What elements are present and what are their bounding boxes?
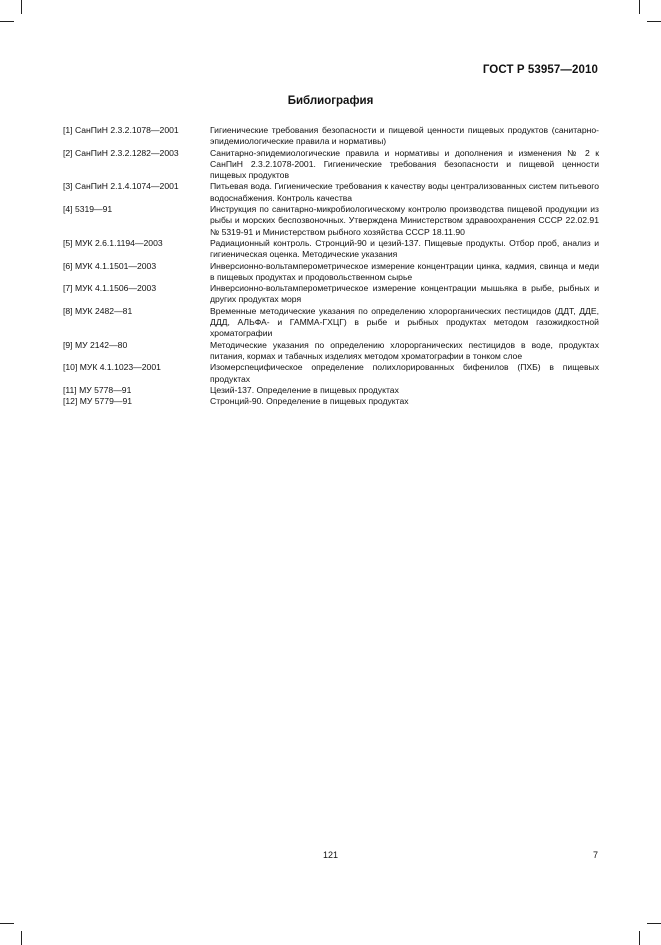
bibliography-entry xyxy=(63,125,599,148)
bibliography-entry xyxy=(63,181,599,204)
entry-description: Изомерспецифическое определение полихлорированных бифенилов (ПХБ) в пищевых продуктах xyxy=(210,362,599,384)
entry-description: Гигиенические требования безопасности и пищевой ценности пищевых продуктов (санитарно-эпидемиологические правила и нормативы) xyxy=(210,125,599,147)
bibliography-entry xyxy=(63,261,599,284)
entry-description: Питьевая вода. Гигиенические требования к качеству воды централизованных систем питьевого водоснабжения. Контроль качества xyxy=(210,181,599,203)
entry-reference: [8] МУК 2482—81 xyxy=(63,305,133,316)
bibliography-entry xyxy=(63,283,599,306)
entry-description: Радиационный контроль. Стронций-90 и цезий-137. Пищевые продукты. Отбор проб, анализ и гигиеническая оценка. Методические указания xyxy=(210,237,599,260)
bibliography-title: Библиография xyxy=(287,95,374,107)
entry-description: Инверсионно-вольтамперометрическое измерение концентрации цинка, кадмия, свинца и меди в пищевых продуктах и продовольственном сырье xyxy=(210,260,599,282)
bibliography-entry xyxy=(63,306,599,340)
entry-description: Временные методические указания по определению хлорорганических пестицидов (ДДТ, ДДЕ, ДДД, АЛЬФА- и ГАММА-ГХЦГ) в рыбе и рыбных продуктах методом газожидкостной хроматографии xyxy=(210,305,599,339)
crop-mark-bottom-right-v xyxy=(639,931,640,945)
entry-reference: [4] 5319—91 xyxy=(63,204,113,215)
entry-reference: [12] МУ 5779—91 xyxy=(63,396,132,407)
entry-description: Санитарно-эпидемиологические правила и нормативы и дополнения и изменения № 2 к СанПиН 2.3.2.1078-2001. Гигиенические требования безопасности и пищевой ценности пищевых продуктов xyxy=(210,147,599,181)
standard-number: ГОСТ Р 53957—2010 xyxy=(482,64,598,76)
bibliography-entry xyxy=(63,362,599,385)
entry-reference: [2] СанПиН 2.3.2.1282—2003 xyxy=(63,147,179,158)
crop-mark-bottom-left-h xyxy=(0,923,14,924)
entry-reference: [6] МУК 4.1.1501—2003 xyxy=(63,260,157,271)
page-number-center: 121 xyxy=(322,850,339,860)
entry-description: Инструкция по санитарно-микробиологическому контролю производства пищевой продукции из рыбы и морских беспозвоночных. Утверждена Министерством здравоохранения СССР 22.02.91 № 5319-91 и Министерством рыбного хозяйства СССР 18.11.90 xyxy=(210,204,599,237)
entry-reference: [10] МУК 4.1.1023—2001 xyxy=(63,362,161,373)
crop-mark-top-left-h xyxy=(0,21,14,22)
crop-mark-bottom-left-v xyxy=(21,931,22,945)
entry-reference: [11] МУ 5778—91 xyxy=(63,384,132,395)
entry-reference: [9] МУ 2142—80 xyxy=(63,339,128,350)
entry-description: Цезий-137. Определение в пищевых продуктах xyxy=(210,384,399,395)
bibliography-entry xyxy=(63,148,599,182)
entry-description: Инверсионно-вольтамперометрическое измерение концентрации мышьяка в рыбе, рыбных и других продуктах моря xyxy=(210,283,599,305)
bibliography-entry xyxy=(63,385,599,396)
crop-mark-top-right-h xyxy=(647,21,661,22)
entry-description: Стронций-90. Определение в пищевых продуктах xyxy=(210,396,409,407)
crop-mark-top-right-v xyxy=(639,0,640,14)
entry-reference: [7] МУК 4.1.1506—2003 xyxy=(63,283,157,294)
bibliography-entry xyxy=(63,204,599,238)
bibliography-entry xyxy=(63,238,599,261)
crop-mark-top-left-v xyxy=(21,0,22,14)
bibliography-entry xyxy=(63,396,599,407)
page-number-right: 7 xyxy=(592,850,598,860)
bibliography-entry xyxy=(63,340,599,363)
entry-reference: [1] СанПиН 2.3.2.1078—2001 xyxy=(63,125,179,135)
entry-reference: [3] СанПиН 2.1.4.1074—2001 xyxy=(63,181,179,192)
entry-description: Методические указания по определению хлорорганических пестицидов в воде, продуктах питания, кормах и табачных изделиях методом хроматографии в тонком слое xyxy=(210,339,599,361)
crop-mark-bottom-right-h xyxy=(647,923,661,924)
bibliography-list xyxy=(63,125,599,407)
entry-reference: [5] МУК 2.6.1.1194—2003 xyxy=(63,237,163,248)
